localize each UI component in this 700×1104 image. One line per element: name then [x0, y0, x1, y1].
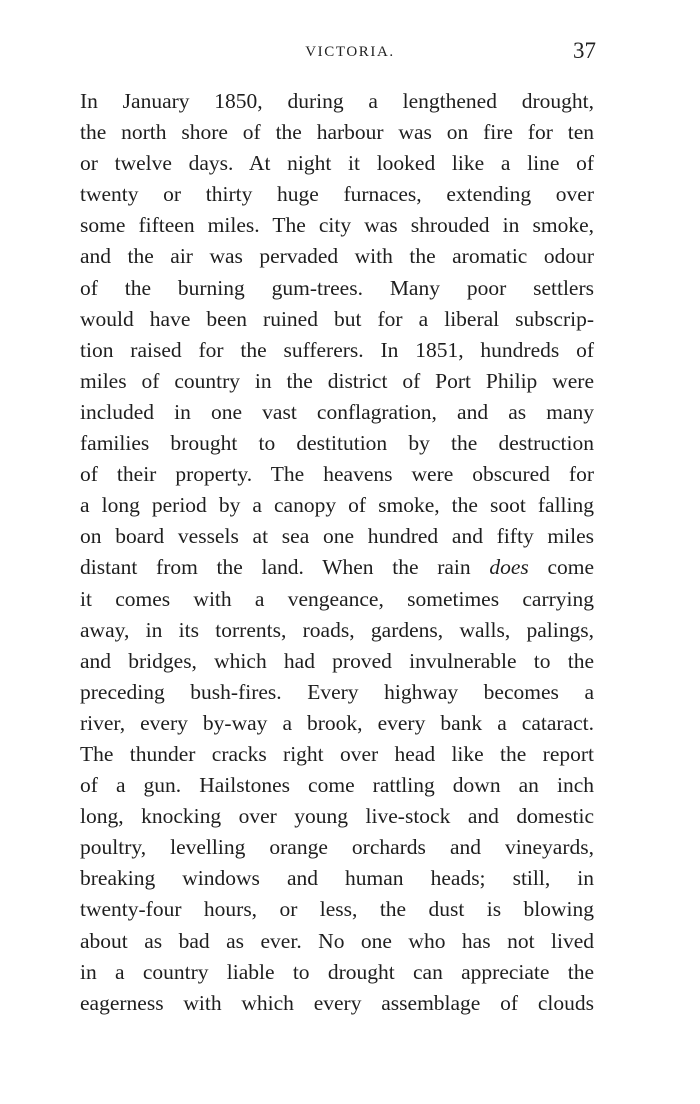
text-line: a long period by a canopy of smoke, the soot falling: [80, 493, 594, 518]
text-line: of the burning gum-trees. Many poor settlers: [80, 275, 594, 300]
text-line: or twelve days. At night it looked like a line of: [80, 151, 594, 176]
text-line: the north shore of the harbour was on fire for ten: [80, 120, 594, 145]
text-line: about as bad as ever. No one who has not lived: [80, 928, 594, 953]
running-title: VICTORIA.: [305, 44, 395, 60]
text-line: eagerness with which every assemblage of clouds: [80, 990, 594, 1015]
text-line: twenty-four hours, or less, the dust is blowing: [80, 897, 594, 922]
text-line: included in one vast conflagration, and as many: [80, 399, 594, 424]
text-line: The thunder cracks right over head like the report: [80, 741, 594, 766]
text-segment: distant from the land. When the rain: [80, 555, 490, 580]
text-line: preceding bush-fires. Every highway becomes a: [80, 679, 594, 704]
text-line: tion raised for the sufferers. In 1851, hundreds of: [80, 337, 594, 362]
text-line: breaking windows and human heads; still, in: [80, 866, 594, 891]
text-line: would have been ruined but for a liberal subscrip-: [80, 306, 594, 331]
text-segment: come: [528, 555, 595, 580]
text-line: and the air was pervaded with the aromatic odour: [80, 244, 594, 269]
text-line: twenty or thirty huge furnaces, extending over: [80, 182, 594, 207]
text-line: on board vessels at sea one hundred and fifty miles: [80, 524, 594, 549]
text-line: of their property. The heavens were obscured for: [80, 462, 594, 487]
body-text: [80, 86, 594, 1019]
page-number: 37: [573, 38, 596, 63]
text-line: families brought to destitution by the destruction: [80, 431, 594, 456]
text-line: it comes with a vengeance, sometimes carrying: [80, 586, 594, 611]
text-line: miles of country in the district of Port Philip were: [80, 368, 594, 393]
text-line: away, in its torrents, roads, gardens, walls, palings,: [80, 617, 594, 642]
text-line: and bridges, which had proved invulnerable to the: [80, 648, 594, 673]
text-line: long, knocking over young live-stock and domestic: [80, 804, 594, 829]
text-line: river, every by-way a brook, every bank a cataract.: [80, 710, 594, 735]
italic-emphasis: does: [489, 555, 529, 580]
text-line: some fifteen miles. The city was shrouded in smoke,: [80, 213, 594, 238]
text-line: In January 1850, during a lengthened drought,: [80, 89, 594, 113]
text-line: poultry, levelling orange orchards and vineyards,: [80, 835, 594, 860]
text-line: of a gun. Hailstones come rattling down an inch: [80, 773, 594, 798]
text-line-with-emphasis: [80, 552, 594, 583]
text-line: in a country liable to drought can appreciate the: [80, 959, 594, 984]
